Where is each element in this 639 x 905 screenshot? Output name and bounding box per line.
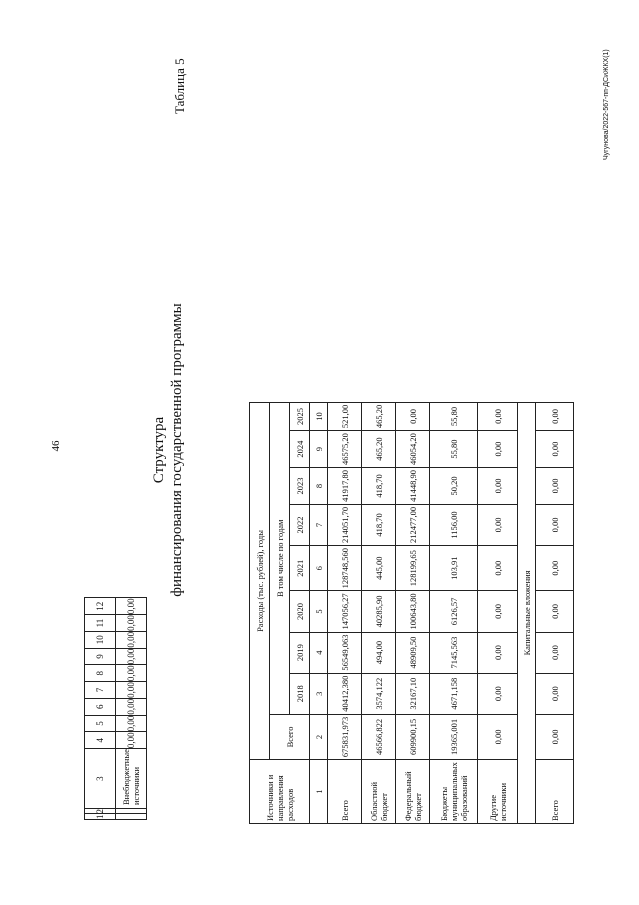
col-number: 2	[310, 714, 328, 759]
cell: 0,00	[116, 698, 147, 715]
table-row	[430, 402, 478, 823]
title-line-1: Структура	[151, 416, 167, 484]
cell: 3574,122	[362, 673, 396, 714]
cell	[116, 809, 147, 815]
continuation-header-row	[85, 598, 116, 820]
table-label: Таблица 5	[172, 58, 187, 114]
header-cell: 2	[85, 809, 116, 815]
cell: 465,20	[362, 402, 396, 430]
col-number: 9	[310, 431, 328, 468]
header-cell: 9	[85, 648, 116, 665]
row-name: Областной бюджет	[362, 760, 396, 824]
cell: 0,00	[478, 591, 518, 632]
year-cell: 2023	[290, 468, 310, 505]
header-cell: 3	[85, 749, 116, 809]
cell: 0,00	[116, 732, 147, 749]
cell: 0,00	[116, 715, 147, 732]
cell: 212477,00	[396, 504, 430, 545]
cell: 0,00	[116, 598, 147, 615]
cell: 0,00	[536, 591, 574, 632]
cell: 0,00	[116, 648, 147, 665]
cell: 41917,80	[328, 468, 362, 505]
continuation-table	[84, 597, 147, 820]
cell: 0,00	[536, 673, 574, 714]
col-number: 1	[310, 760, 328, 824]
cell: 0,00	[536, 402, 574, 430]
col-number: 10	[310, 402, 328, 430]
cell: 1156,00	[430, 504, 478, 545]
cell: 0,00	[536, 546, 574, 591]
row-name: Всего	[328, 760, 362, 824]
header-cell: 11	[85, 615, 116, 632]
cell: 19365,001	[430, 714, 478, 759]
cell: 0,00	[536, 431, 574, 468]
cell: 7145,563	[430, 632, 478, 673]
expenses-header: Расходы (тыс. рублей), годы	[250, 402, 270, 759]
row-name: Всего	[536, 760, 574, 824]
header-cell: 6	[85, 698, 116, 715]
cell: 46054,20	[396, 431, 430, 468]
cell: 0,00	[116, 615, 147, 632]
header-row-1	[250, 402, 270, 823]
cell: 0,00	[536, 714, 574, 759]
cell: 40412,380	[328, 673, 362, 714]
year-cell: 2022	[290, 504, 310, 545]
col-number: 5	[310, 591, 328, 632]
cell: 128748,560	[328, 546, 362, 591]
cell: 46566,822	[362, 714, 396, 759]
header-cell: 7	[85, 682, 116, 699]
cell: 41448,90	[396, 468, 430, 505]
cell: 4671,158	[430, 673, 478, 714]
col-number: 7	[310, 504, 328, 545]
cell: 55,80	[430, 431, 478, 468]
year-cell: 2019	[290, 632, 310, 673]
cell: 103,91	[430, 546, 478, 591]
header-cell: 4	[85, 732, 116, 749]
cell: 609900,15	[396, 714, 430, 759]
cell: 0,00	[396, 402, 430, 430]
by-year-header: В том числе по годам	[270, 402, 290, 714]
cell: 0,00	[536, 504, 574, 545]
cell: 0,00	[536, 632, 574, 673]
table-row	[328, 402, 362, 823]
cell	[116, 814, 147, 820]
cell: 6126,57	[430, 591, 478, 632]
cell: 418,70	[362, 504, 396, 545]
title-line-2: финансирования государственной программы	[169, 303, 185, 597]
cell: 445,00	[362, 546, 396, 591]
cell: 0,00	[478, 468, 518, 505]
source-header: Источники и направления расходов	[250, 760, 310, 824]
cell: 0,00	[116, 631, 147, 648]
cell: 0,00	[478, 504, 518, 545]
footer-code: Чугунова/2022-567-пп-ДСиЖКХ(1)	[603, 49, 610, 160]
cell: 0,00	[478, 546, 518, 591]
financing-table	[249, 402, 574, 824]
cell: 32167,10	[396, 673, 430, 714]
cell: 0,00	[478, 402, 518, 430]
year-cell: 2018	[290, 673, 310, 714]
cell: 0,00	[116, 682, 147, 699]
year-cell: 2025	[290, 402, 310, 430]
cell: 214051,70	[328, 504, 362, 545]
col-number: 6	[310, 546, 328, 591]
row-name: Другие источники	[478, 760, 518, 824]
col-number: 3	[310, 673, 328, 714]
cell: 50,20	[430, 468, 478, 505]
capital-row	[536, 402, 574, 823]
cell: 0,00	[478, 431, 518, 468]
cell: 56549,063	[328, 632, 362, 673]
cell: 100643,80	[396, 591, 430, 632]
cell: 0,00	[536, 468, 574, 505]
year-cell: 2020	[290, 591, 310, 632]
section-row	[518, 402, 536, 823]
header-cell: 10	[85, 631, 116, 648]
row-name: Федеральный бюджет	[396, 760, 430, 824]
cell: 0,00	[478, 714, 518, 759]
cell: 48909,50	[396, 632, 430, 673]
year-cell: 2024	[290, 431, 310, 468]
header-cell: 5	[85, 715, 116, 732]
cell: 0,00	[116, 665, 147, 682]
header-cell: 1	[85, 814, 116, 820]
cell: 147056,27	[328, 591, 362, 632]
col-number: 4	[310, 632, 328, 673]
cell: 46575,20	[328, 431, 362, 468]
cell: 0,00	[478, 673, 518, 714]
table-row	[362, 402, 396, 823]
cell: 494,00	[362, 632, 396, 673]
page-number: 46	[50, 440, 62, 452]
header-cell: 8	[85, 665, 116, 682]
cell: 465,20	[362, 431, 396, 468]
cell: 128199,65	[396, 546, 430, 591]
table-row	[478, 402, 518, 823]
cell: 40285,90	[362, 591, 396, 632]
cell: Внебюджетные источники	[116, 749, 147, 809]
row-name: Бюджеты муниципальных образований	[430, 760, 478, 824]
cell: 0,00	[478, 632, 518, 673]
year-cell: 2021	[290, 546, 310, 591]
header-cell: 12	[85, 598, 116, 615]
cell: 521,00	[328, 402, 362, 430]
cell: 418,70	[362, 468, 396, 505]
section-label: Капитальные вложения	[518, 402, 536, 823]
column-numbers-row	[310, 402, 328, 823]
table-row	[396, 402, 430, 823]
col-number: 8	[310, 468, 328, 505]
total-header: Всего	[270, 714, 310, 759]
cell: 675831,973	[328, 714, 362, 759]
cell: 55,80	[430, 402, 478, 430]
continuation-data-row	[116, 598, 147, 820]
